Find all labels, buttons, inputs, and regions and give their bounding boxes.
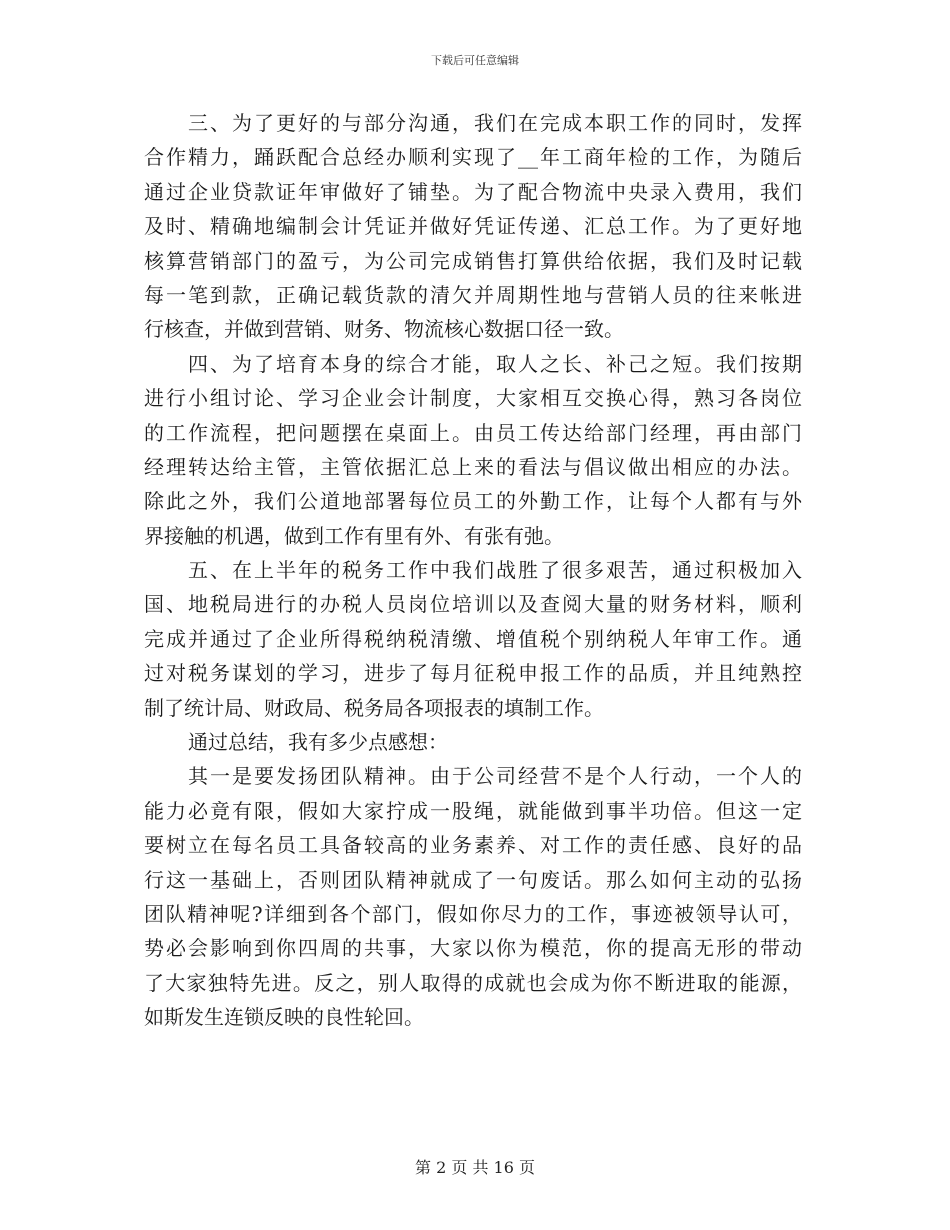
text-line: 进行小组讨论、学习企业会计制度，大家相互交换心得，熟习各岗位 xyxy=(144,386,802,411)
text-line: 经理转达给主管，主管依据汇总上来的看法与倡议做出相应的办法。 xyxy=(144,454,802,479)
text-line: 及时、精确地编制会计凭证并做好凭证传递、汇总工作。为了更好地 xyxy=(144,214,802,239)
text-line: 除此之外，我们公道地部署每位员工的外勤工作，让每个人都有与外 xyxy=(144,489,802,514)
text-line: 了大家独特先进。反之，别人取得的成就也会成为你不断进取的能源， xyxy=(144,970,802,995)
page-number: 第 2 页 共 16 页 xyxy=(415,1158,535,1177)
text-line: 其一是要发扬团队精神。由于公司经营不是个人行动，一个人的 xyxy=(188,764,802,789)
text-line: 四、为了培育本身的综合才能，取人之长、补己之短。我们按期 xyxy=(188,351,802,376)
text-line: 三、为了更好的与部分沟通，我们在完成本职工作的同时，发挥 xyxy=(188,111,802,135)
text-line: 能力必竟有限，假如大家拧成一股绳，就能做到事半功倍。但这一定 xyxy=(144,798,802,823)
text-line: 国、地税局进行的办税人员岗位培训以及查阅大量的财务材料，顺利 xyxy=(144,592,802,617)
text-line: 通过企业贷款证年审做好了铺垫。为了配合物流中央录入费用，我们 xyxy=(144,179,802,204)
text-line: 行这一基础上，否则团队精神就成了一句废话。那么如何主动的弘扬 xyxy=(144,867,802,892)
text-line: 过对税务谋划的学习，进步了每月征税申报工作的品质，并且纯熟控 xyxy=(144,661,802,686)
text-line: 合作精力，踊跃配合总经办顺利实现了__年工商年检的工作，为随后 xyxy=(144,145,802,170)
text-line: 行核查，并做到营销、财务、物流核心数据口径一致。 xyxy=(144,317,624,342)
text-line: 五、在上半年的税务工作中我们战胜了很多艰苦，通过积极加入 xyxy=(188,558,802,583)
text-line: 势必会影响到你四周的共事，大家以你为模范，你的提高无形的带动 xyxy=(144,936,802,961)
page-header: 下载后可任意编辑 xyxy=(431,54,519,67)
text-line: 通过总结，我有多少点感想： xyxy=(188,730,448,755)
text-line: 如斯发生连锁反映的良性轮回。 xyxy=(144,1005,424,1030)
text-line: 制了统计局、财政局、税务局各项报表的填制工作。 xyxy=(144,695,604,720)
document-body xyxy=(144,106,802,1035)
text-line: 界接触的机遇，做到工作有里有外、有张有弛。 xyxy=(144,523,564,548)
text-line: 每一笔到款，正确记载货款的清欠并周期性地与营销人员的往来帐进 xyxy=(144,282,802,307)
text-line: 核算营销部门的盈亏，为公司完成销售打算供给依据，我们及时记载 xyxy=(144,248,802,273)
text-line: 团队精神呢?详细到各个部门，假如你尽力的工作，事迹被领导认可， xyxy=(144,901,802,926)
text-line: 的工作流程，把问题摆在桌面上。由员工传达给部门经理，再由部门 xyxy=(144,420,802,445)
text-line: 要树立在每名员工具备较高的业务素养、对工作的责任感、良好的品 xyxy=(144,833,802,858)
text-line: 完成并通过了企业所得税纳税清缴、增值税个别纳税人年审工作。通 xyxy=(144,626,802,651)
